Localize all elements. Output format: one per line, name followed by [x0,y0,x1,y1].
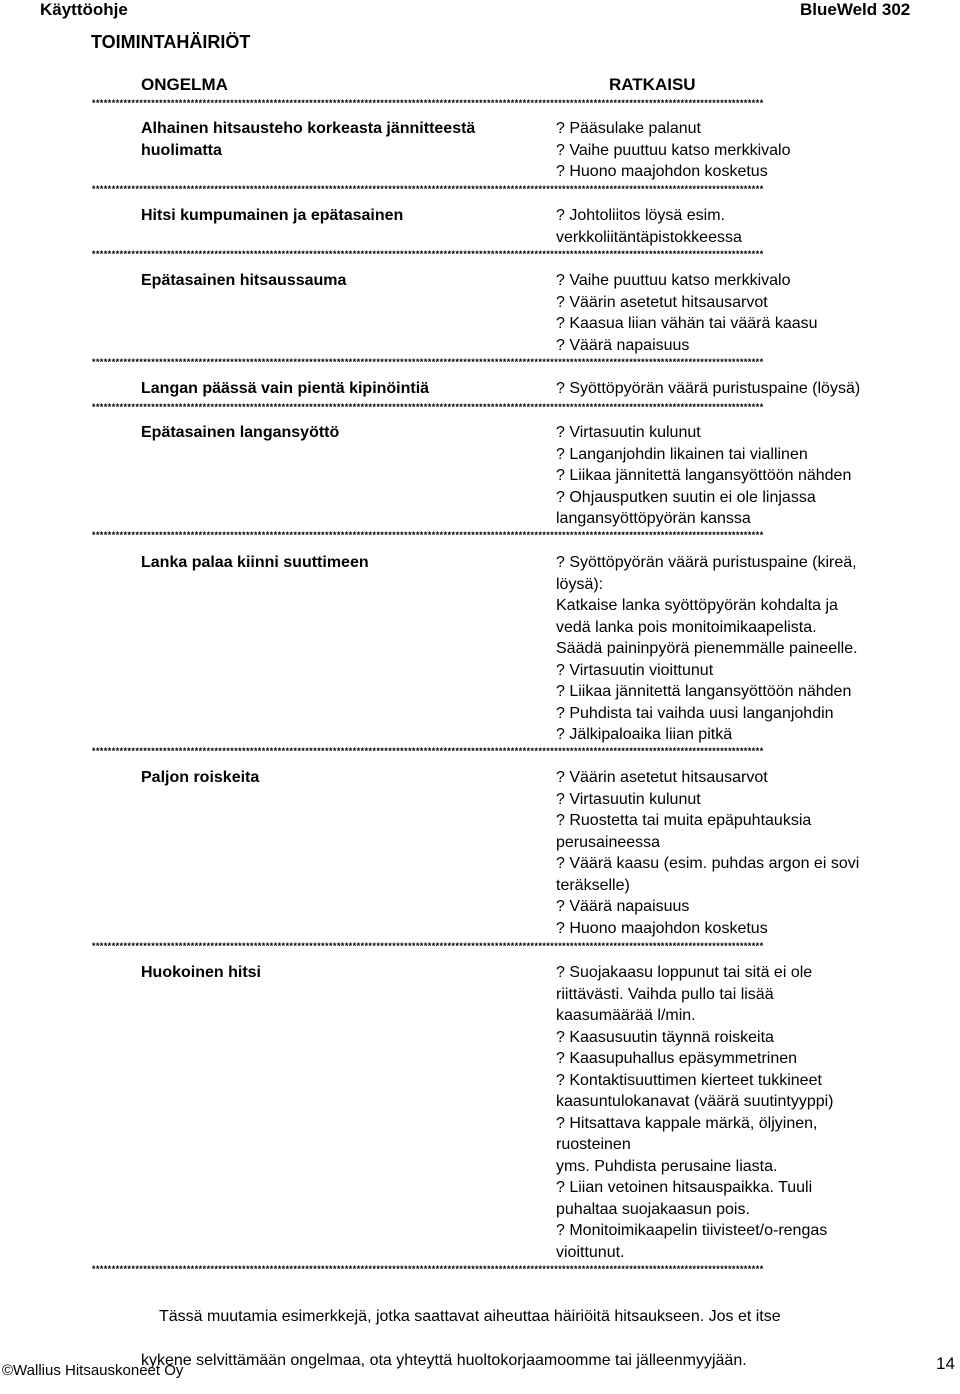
solution-text: ? Johtoliitos löysä esim. verkkoliitäntäpistokkeessa [556,207,742,246]
section-title: TOIMINTAHÄIRIÖT [91,32,251,52]
problem-text: Alhainen hitsausteho korkeasta jännitteestä huolimatta [141,120,476,159]
separator: ************************************************************************************************************************************************************************** [91,1265,763,1275]
separator: ************************************************************************************************************************************************************************** [91,531,763,541]
problem-text: Langan päässä vain pientä kipinöintiä [141,380,430,397]
solution-text: ? Vaihe puuttuu katso merkkivalo ? Väärin asetetut hitsausarvot ? Kaasua liian vähän tai väärä kaasu ? Väärä napaisuus [556,272,818,354]
solution-text: ? Pääsulake palanut ? Vaihe puuttuu katso merkkivalo ? Huono maajohdon kosketus [556,120,791,180]
problem-text: Lanka palaa kiinni suuttimeen [141,554,369,571]
footer-note-line2: kykene selvittämään ongelmaa, ota yhteyttä huoltokorjaamoomme tai jälleenmyyjään. [141,1352,747,1369]
problem-text: Huokoinen hitsi [141,964,261,981]
separator: ************************************************************************************************************************************************************************** [91,185,763,195]
solution-text: ? Syöttöpyörän väärä puristuspaine (kireä, löysä): Katkaise lanka syöttöpyörän kohdalta ja vedä lanka pois monitoimikaapelista. Säädä paininpyörä pienemmälle paineelle. ? Virtasuutin vioittunut ? Liikaa jännitettä langansyöttöön nähden ? Puhdista tai vaihda uusi langanjohdin ? Jälkipaloaika liian pitkä [556,554,858,743]
solution-text: ? Syöttöpyörän väärä puristuspaine (löysä) [556,380,861,397]
solution-text: ? Virtasuutin kulunut ? Langanjohdin likainen tai viallinen ? Liikaa jännitettä langansyöttöön nähden ? Ohjausputken suutin ei ole linjassa langansyöttöpyörän kanssa [556,424,852,527]
footer-note-line1: Tässä muutamia esimerkkejä, jotka saattavat aiheuttaa häiriöitä hitsaukseen. Jos et itse [159,1308,781,1325]
separator: ************************************************************************************************************************************************************************** [91,250,763,260]
problem-text: Epätasainen langansyöttö [141,424,340,441]
separator: ************************************************************************************************************************************************************************** [91,747,763,757]
solution-text: ? Suojakaasu loppunut tai sitä ei ole riittävästi. Vaihda pullo tai lisää kaasumäärää l/min. ? Kaasusuutin täynnä roiskeita ? Kaasupuhallus epäsymmetrinen ? Kontaktisuuttimen kierteet tukkineet kaasuntulokanavat (väärä suutintyyppi) ? Hitsattava kappale märkä, öljyinen, ruosteinen yms. Puhdista perusaine liasta. ? Liian vetoinen hitsauspaikka. Tuuli puhaltaa suojakaasun pois. ? Monitoimikaapelin tiivisteet/o-rengas vioittunut. [556,964,834,1261]
separator: ************************************************************************************************************************************************************************** [91,358,763,368]
column-header-solution: RATKAISU [609,75,696,94]
doc-header-left: Käyttöohje [40,0,128,19]
problem-text: Paljon roiskeita [141,769,260,786]
separator: ************************************************************************************************************************************************************************** [91,403,763,413]
solution-text: ? Väärin asetetut hitsausarvot ? Virtasuutin kulunut ? Ruostetta tai muita epäpuhtauksia perusaineessa ? Väärä kaasu (esim. puhdas argon ei sovi teräkselle) ? Väärä napaisuus ? Huono maajohdon kosketus [556,769,860,937]
footer-note [141,1284,901,1394]
column-header-problem: ONGELMA [141,75,228,94]
copyright: ©Wallius Hitsauskoneet Oy [2,1362,184,1379]
problem-text: Epätasainen hitsaussauma [141,272,347,289]
separator: ************************************************************************************************************************************************************************** [91,942,763,952]
problem-text: Hitsi kumpumainen ja epätasainen [141,207,404,224]
page-number: 14 [936,1354,955,1373]
doc-header-right: BlueWeld 302 [800,0,911,19]
separator: ************************************************************************************************************************************************************************** [91,99,763,109]
